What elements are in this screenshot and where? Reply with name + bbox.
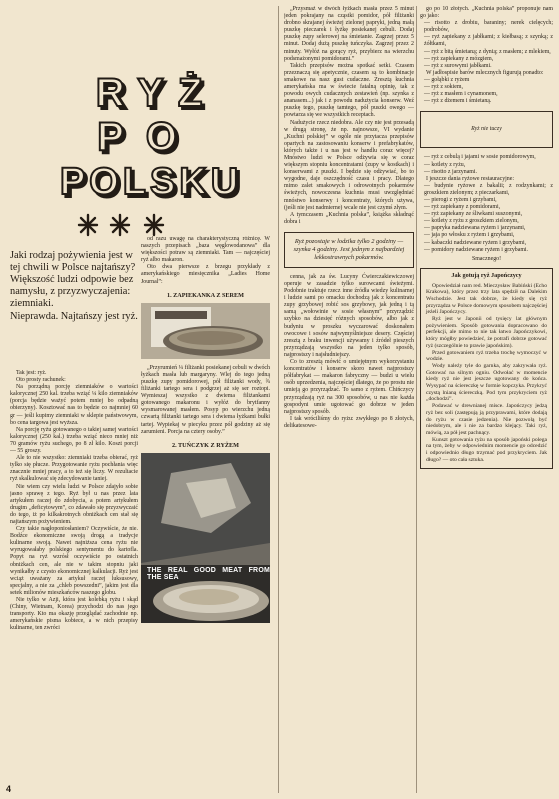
- list-item: — jaja po włosku z ryżem i grzybami,: [424, 232, 515, 239]
- list-item: — papryka nadziewana ryżem i jarzynami,: [424, 225, 526, 232]
- paragraph: Nie tylko w Azji, która jest kolebką ryżu i skąd (Chiny, Wietnam, Korea) przychodzi do nas jego transporty. Kto ma okazję przeglądać zachodnie np. amerykańskie pisma kobiece, a w nich przepisy kulinarne, ten zwróci: [10, 597, 138, 632]
- fact-box: [284, 232, 414, 268]
- paragraph: Oto prosty rachunek:: [16, 377, 66, 384]
- star-icon: [79, 215, 97, 235]
- box-text: Ryż nie tuczy: [471, 126, 502, 133]
- side-box-title: Jak gotują ryż Japończycy: [451, 271, 522, 279]
- japanese-rice-box: [420, 268, 553, 469]
- paragraph: Na porządną porcję ziemniaków o wartości kalorycznej 250 kal. trzeba wziąć ¼ kilo ziemniaków (porcja będzie ważyć potem mniej bo odpadną obierzyny). Kosztować nas to będzie co najmniej 60 gr — jeśli kupimy ziemniaki w sklepie państwowym, bo cena targowa jest wyższa.: [10, 384, 138, 426]
- paragraph: Czy takie nagłoponiosłaniem? Oczywiście, że nie. Bodźce ekonomiczne swoją drogą a tradycje kulinarne swoją. Nawet najniższa cena ryżu nie wyrugowałaby polskiego sentymentu do kartofla. Popyt na ryż wzrósł oczywiście po ostatnich obniżkach cen, ale nie w takim stopniu jaki wynikałby z czysto ekonomicznej kalkulacji. Ryż jest wciąż uważany za artykuł raczej luksusowy, specjalny, a nie za „chleb powszedni”, jakim jest dla setek milionów mieszkańców naszego globu.: [10, 526, 138, 596]
- paragraph: Ryż jest w Japonii od tysięcy lat głównym pożywieniem. Sposób gotowania dopracowano do perfekcji, ale mimo to nie tak łatwo Japończykowi, który mógłby powiedzieć, że potrafi dobrze gotować ryż (szczególnie to prawie japońskim).: [426, 316, 547, 349]
- list-item: — pierogi z ryżem i grzybami,: [424, 196, 497, 203]
- paragraph: Kunszt gotowania ryżu na sposób japoński polega na tym, żeby w odpowiednim momencie go odcedzić i odpowiednio długo trzymać pod przykryciem. Jak długo? — oto cała sztuka.: [426, 436, 547, 463]
- milk-bar-list: [420, 77, 553, 105]
- list-item: — gołąbki z ryżem: [424, 76, 470, 83]
- paragraph: A tymczasem „Kuchnia polska”, książka składnąć dobra i: [284, 211, 414, 225]
- rice-not-fattening-box: [420, 111, 553, 148]
- list-item: — kotlety z ryżu,: [424, 161, 466, 168]
- column-rule: [416, 6, 417, 793]
- paragraph: Nadużycie rzecz niedobra. Ale czy nie jest przesadą w drugą stronę, że np. najnowsze, VI wydanie „Kuchni polskiej” w ogóle nie przytacza przepisów opartych na zastosowaniu konserw i prefabrykatów, których także i u nas jest w handlu coraz więcej? Mnóstwo ludzi w Polsce odżywia się w coraz większym stopniu koncentratami (zupy w kostkach) i konserwami z puszki. I będzie się odżywiać, bo to wygodne, daje oszczędność czasu i pracy. Dlatego mimo zalet smakowych i odrowotnych pokarmów świeżych, nowoczesna kuchnia musi uwzględniać mnóstwo konserwy i koncentraty, których używa, (jeśli nie jest nadmierne) wcale nie jest czymś złym.: [284, 119, 414, 211]
- paragraph: I jeszcze dania ryżowe restauracyjne:: [426, 175, 514, 182]
- list-item: — risotto z drobiu, baraniny; nerek cielęcych; podrobów,: [424, 20, 553, 34]
- tuna-advert-photo: [141, 453, 270, 623]
- list-item: — kotlety z ryżu z groszkiem zielonym,: [424, 218, 519, 225]
- paragraph: Wody należy tyle do garnka, aby zakrywała ryż. Gotować na silnym ogniu. Odwołać w momencie kiedy ryż nie jest jeszcze ugotowany do końca. Wysypać na ściereczkę w formie kopczyka. Przykryć czystą lnianą ściereczką. Pod tym przykryciem ryż „dochodzi”.: [426, 362, 547, 403]
- list-item: — ryż zapiekany z pomidorami,: [424, 204, 501, 211]
- list-item: — risotto z jarzynami.: [424, 168, 478, 175]
- column-3: [284, 6, 414, 796]
- headline-art: [58, 62, 244, 202]
- list-item: — ryż zapiekany z jabłkami; z kiełbasą; z szynką; z żółtkami,: [424, 34, 553, 48]
- headline-line-2: PO: [97, 115, 199, 159]
- lead-text-2: Nieprawda. Najtańszy jest ryż.: [10, 311, 138, 322]
- column-4: [420, 6, 553, 796]
- list-item: — ryż z dżemem i śmietaną.: [424, 98, 492, 105]
- column-1: [10, 370, 138, 790]
- more-dishes-list: [420, 154, 553, 175]
- list-item: — budynie ryżowe z bakalii; z rodzynkami; z groszkiem zielonym; z pieczarkami,: [424, 182, 553, 196]
- paragraph: Na porcję ryżu gotowanego o takiej samej wartości kalorycznej (250 kal.) trzeba wziąć nieco mniej niż 70 gramów ryżu suchego, po 8 zł kilo. Koszt porcji — 55 groszy.: [10, 426, 138, 455]
- paragraph: od razu uwagę na charakterystyczną różnicę. W naszych przepisach „baza węglowodanowa” dla większości potraw są ziemniaki. Tam — najczęściej ryż albo makaron.: [141, 236, 270, 264]
- rice-dish-list: [420, 20, 553, 70]
- list-item: — ryż zapiekany z mózgiem,: [424, 55, 494, 62]
- paragraph: cenna, jak za św. Lucyny Ćwierczakiewiczowej operuje w zasadzie tylko surowcami świeżymi. Podobnie traktuje rzecz inne źródła wiedzy kulinarnej i ludzie sami po omacku dochodzą jak z koncentratu zupy grzybowej robić sos grzybowy, jak jedną i tą samą „wołowinie w sosie własnym” przyrządzić szybko na dziesięć różnych sposobów, albo jak z budyniu w proszku wyczarować doskonałem owocowe i sosów najwymyślniejsze desery. Częściej zresztą z braku inwencji używamy i źródeł pieszych przyrządzają wszystko na jeden tylko sposób, najprostszy i najsłudniejszy.: [284, 273, 414, 358]
- paragraph: Ale to nie wszystko: ziemniaki trzeba obierać, ryż tylko się płucze. Przygotowanie ryżu pochłania więc znacznie mniej pracy, a to też się liczy. W rezultacie ryż skalkulować się zdecydowanie taniej.: [10, 455, 138, 483]
- paragraph: Co to zresztą mówić o umiejętnym wykorzystaniu koncentratów i konserw skoro nawet najprostszy półfabrykat — makaron fabryczny — budzi u wielu osób uprzedzenia, najczęściej dlatego, że po prostu nie umieją go przyrządzać. To samo z ryżem. Chińczycy przyrządzają ryż na 300 sposobów, u nas nie każda gospodyni umie ugotować go dobrze w jeden najprostszy sposób.: [284, 359, 414, 415]
- sign-off: Smacznego!: [471, 255, 502, 262]
- casserole-photo: [141, 303, 270, 359]
- headline-line-1: RYŻ: [95, 71, 217, 115]
- list-item: — ryż z bitą śmietaną; z dynią; z masłem; z mlekiem,: [424, 48, 551, 55]
- list-item: — ryż z sokiem,: [424, 84, 463, 91]
- recipe-heading-2: 2. TUŃCZYK Z RYŻEM: [171, 441, 240, 449]
- headline-line-3: POLSKU: [59, 161, 243, 202]
- list-item: — ryż z surowymi jabłkami.: [424, 62, 492, 69]
- paragraph: Tak jest: ryż.: [16, 370, 47, 376]
- paragraph: „Przysmaż w dwóch łyżkach masła przez 5 minut jeden pokrajany na cząstki pomidor, pół filiżanki drobno skrajanej świeżej zielonej papryki, jedną małą puszkę pieczarek i łyżkę posiekanej cebuli. Dodaj puszkę zupy selerowej na śmietanie. Zagrzej przez 5 minut. Dodaj dużą puszkę tuńczyka. Zagrzej przez 2 minuty. Wyłóż na gorący ryż, przybierz na wierzchu podsmażonymi pomidorami.”: [284, 6, 414, 62]
- star-icon: [145, 215, 163, 235]
- column-rule: [278, 6, 279, 793]
- restaurant-dishes-list: [420, 183, 553, 254]
- recipe-heading-1: 1. ZAPIEKANKA Z SEREM: [166, 291, 244, 299]
- paragraph: Takich przepisów można spotkać setki. Czasem przeznaczą się apetycznie, czasem są to kombinacje smakowe na nasz gust cudaczne. Zresztą kuchnia amerykańska ma w świecie fatalną opinię, tak z powodu owych cudacznych zestawień (np. szynka z ananasem...) jak i z powodu nadużycia konserw. Weź puszkę tego, puszkę tamtego, pół puszki owego — powtarza się we wszystkich receptach.: [284, 62, 414, 119]
- column-2: [141, 236, 270, 792]
- advert-headline: THE REAL GOOD MEAT FROM THE SEA: [147, 566, 270, 581]
- paragraph: „Przyrumień ¼ filiżanki posiekanej cebuli w dwóch łyżkach masła lub margaryny. Wlej do tego jedną puszkę zupy pomidorowej, pół filiżanki wody, ¾ filiżanki tartego sera i podgrzej aż się ser roztopi. Wymieszaj wszystko z dwiema filiżankami gotowanego makaronu i wyłóż do brytfanny wysmarowanej masłem. Posyp po wierzchu jedną czwartą filiżanki tartego sera i dwiema łyżkami bułki tartej. Wypiekaj w piecyku przez pół godziny aż się zarumieni. Porcja na cztery osoby.”: [141, 364, 270, 435]
- list-item: — kabaczki nadziewane ryżem i grzybami,: [424, 239, 527, 246]
- paragraph: Przed gotowaniem ryż trzeba trochę wymoczyć w wodzie.: [426, 349, 547, 363]
- page-number: 4: [6, 784, 12, 794]
- list-item: — ryż zapiekany ze śliwkami suszonymi,: [424, 211, 523, 218]
- fact-box-text: Ryż pozostaje w lodzika tylko 2 godziny — szynka 4 godziny. Jest jednym z najbardziej lekkostrawnych pokarmów.: [293, 237, 405, 261]
- list-item: — ryż z cebulą i jajami w sosie pomidorowym,: [424, 154, 536, 161]
- headline-svg: [58, 62, 244, 202]
- paragraph: W jadłospisie barów mlecznych figurują ponadto:: [426, 69, 544, 76]
- list-item: — pomidory nadziewane ryżem i grzybami.: [424, 246, 529, 253]
- paragraph: Podawać w drewnianej misce. Japończycy jedzą ryż bez soli (zastępują ją przyprawami, które dodają do ryżu w czasie jedzenia). Nie pozwolą być niedobrym, ale i nie za bardzo klejący. Taki ryż, mówią, za pół jest pachnący.: [426, 403, 547, 436]
- paragraph: I tak wróciliśmy do ryżu: zwykłego po 8 złotych, delikatesowe-: [284, 415, 414, 429]
- lead-paragraph: [10, 250, 138, 323]
- decorative-stars: [72, 212, 172, 238]
- paragraph: Nie wiem czy wielu ludzi w Polsce zdajyło sobie jasno sprawę z tego. Ryż był u nas przez lata artykułem raczej do zdobycia, a potem artykułem drugim „deficytowym”, co zdawało się przyzwyczaić do tego, iż po kilkakrotnych obniżkach cen stał się najtańszym pożywieniem.: [10, 483, 138, 525]
- lead-text: Jaki rodzaj pożywienia jest w tej chwili w Polsce najtańszy? Większość ludzi odpowie bez namysłu, z przyzwyczajenia: ziemniaki.: [10, 250, 136, 309]
- paragraph: Opowiedział nam red. Mieczysław Babiński (Echo Krakowa), który przez trzy lata spędził na Dalekim Wschodzie. Jest tak dobrze, że kiedy się ryż przyrządza w Polsce domowym sposobem najczęściej jeżeli Japończycy.: [426, 282, 548, 316]
- paragraph: go po 10 złotych. „Kuchnia polska” proponuje nam go jako:: [420, 6, 553, 20]
- paragraph: Oto dwa pierwsze z brzegu przykłady z amerykańskiego miesięcznika „Ladies Home Journal”:: [141, 264, 270, 285]
- star-icon: [111, 215, 129, 235]
- list-item: — ryż z masłem i cynamonem,: [424, 91, 498, 98]
